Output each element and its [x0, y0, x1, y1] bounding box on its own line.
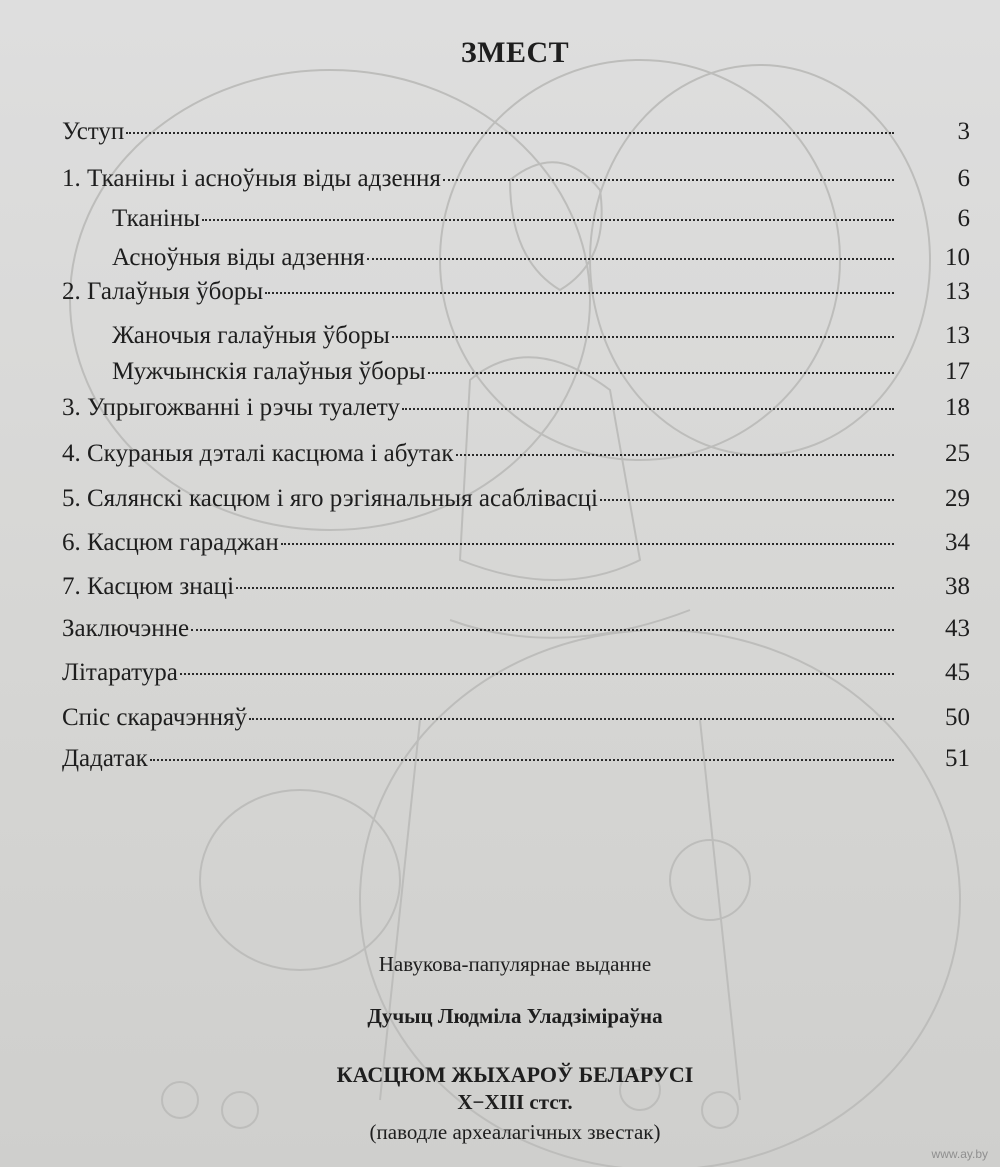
toc-dot-leader — [265, 292, 894, 294]
toc-entry-page-number: 17 — [945, 358, 970, 385]
toc-dot-leader — [202, 219, 894, 221]
toc-entry-label: Тканіны — [112, 205, 201, 232]
book-period: X−XIII стст. — [457, 1090, 573, 1114]
toc-entry-label: Дадатак — [62, 745, 148, 772]
toc-entry-page-number: 45 — [945, 659, 970, 686]
toc-entry-page-number: 29 — [945, 485, 970, 512]
toc-entry — [62, 390, 970, 426]
toc-entry-label: Спіс скарачэнняў — [62, 704, 247, 731]
toc-dot-leader — [428, 372, 894, 374]
toc-entry-page-number: 3 — [957, 118, 970, 145]
toc-entry-label: 1. Тканіны і асноўныя віды адзення — [62, 165, 441, 192]
toc-entry-page-number: 13 — [945, 278, 970, 305]
toc-entry-page-number: 51 — [945, 745, 970, 772]
book-title: КАСЦЮМ ЖЫХАРОЎ БЕЛАРУСІ — [336, 1062, 694, 1087]
book-subtitle: (паводле археалагічных звестак) — [369, 1120, 661, 1144]
toc-entry-label: Заключэнне — [62, 615, 190, 642]
author-name: Дучыц Людміла Уладзіміраўна — [367, 1004, 663, 1028]
toc-entry — [112, 354, 970, 390]
toc-entry — [62, 436, 970, 472]
toc-title: ЗМЕСТ — [460, 36, 570, 69]
toc-entry-page-number: 13 — [945, 322, 970, 349]
toc-entry-page-number: 10 — [945, 244, 970, 271]
toc-entry-page-number: 34 — [945, 529, 970, 556]
toc-dot-leader — [600, 499, 894, 501]
toc-entry-label: Асноўныя віды адзення — [112, 244, 365, 271]
toc-entry — [112, 240, 970, 276]
toc-entry — [62, 525, 970, 561]
toc-dot-leader — [191, 629, 894, 631]
toc-dot-leader — [367, 258, 894, 260]
toc-dot-leader — [456, 454, 895, 456]
toc-entry-page-number: 25 — [945, 440, 970, 467]
toc-dot-leader — [236, 587, 894, 589]
toc-dot-leader — [281, 543, 894, 545]
toc-entry-label: 3. Упрыгожванні і рэчы туалету — [62, 394, 400, 421]
toc-dot-leader — [443, 179, 894, 181]
toc-entry — [62, 655, 970, 691]
toc-entry-page-number: 50 — [945, 704, 970, 731]
toc-entry — [62, 114, 970, 150]
toc-dot-leader — [392, 336, 894, 338]
toc-entry — [62, 481, 970, 517]
toc-entry — [112, 318, 970, 354]
toc-dot-leader — [126, 132, 894, 134]
toc-dot-leader — [249, 718, 894, 720]
toc-entry — [62, 274, 970, 310]
toc-entry-label: Літаратура — [62, 659, 178, 686]
toc-entry — [62, 741, 970, 777]
toc-entry — [62, 569, 970, 605]
toc-entry — [62, 161, 970, 197]
toc-entry-label: 4. Скураныя дэталі касцюма і абутак — [62, 440, 454, 467]
toc-entry-label: Жаночыя галаўныя ўборы — [112, 322, 390, 349]
toc-entry-label: Мужчынскія галаўныя ўборы — [112, 358, 426, 385]
toc-dot-leader — [402, 408, 894, 410]
toc-entry-page-number: 38 — [945, 573, 970, 600]
toc-entry-page-number: 6 — [957, 165, 970, 192]
toc-entry-label: Уступ — [62, 118, 125, 145]
toc-entry-page-number: 43 — [945, 615, 970, 642]
watermark-text: www.ay.by — [931, 1147, 988, 1161]
toc-dot-leader — [180, 673, 894, 675]
toc-entry-page-number: 6 — [957, 205, 970, 232]
toc-entry — [62, 611, 970, 647]
toc-dot-leader — [150, 759, 894, 761]
toc-entry-label: 5. Сялянскі касцюм і яго рэгіянальныя асаблівасці — [62, 485, 598, 512]
toc-entry-page-number: 18 — [945, 394, 970, 421]
toc-entry-label: 7. Касцюм знаці — [62, 573, 235, 600]
toc-entry-label: 2. Галаўныя ўборы — [62, 278, 264, 305]
toc-entry — [62, 700, 970, 736]
toc-entry — [112, 201, 970, 237]
edition-type: Навукова-папулярнае выданне — [378, 952, 652, 976]
toc-entry-label: 6. Касцюм гараджан — [62, 529, 279, 556]
